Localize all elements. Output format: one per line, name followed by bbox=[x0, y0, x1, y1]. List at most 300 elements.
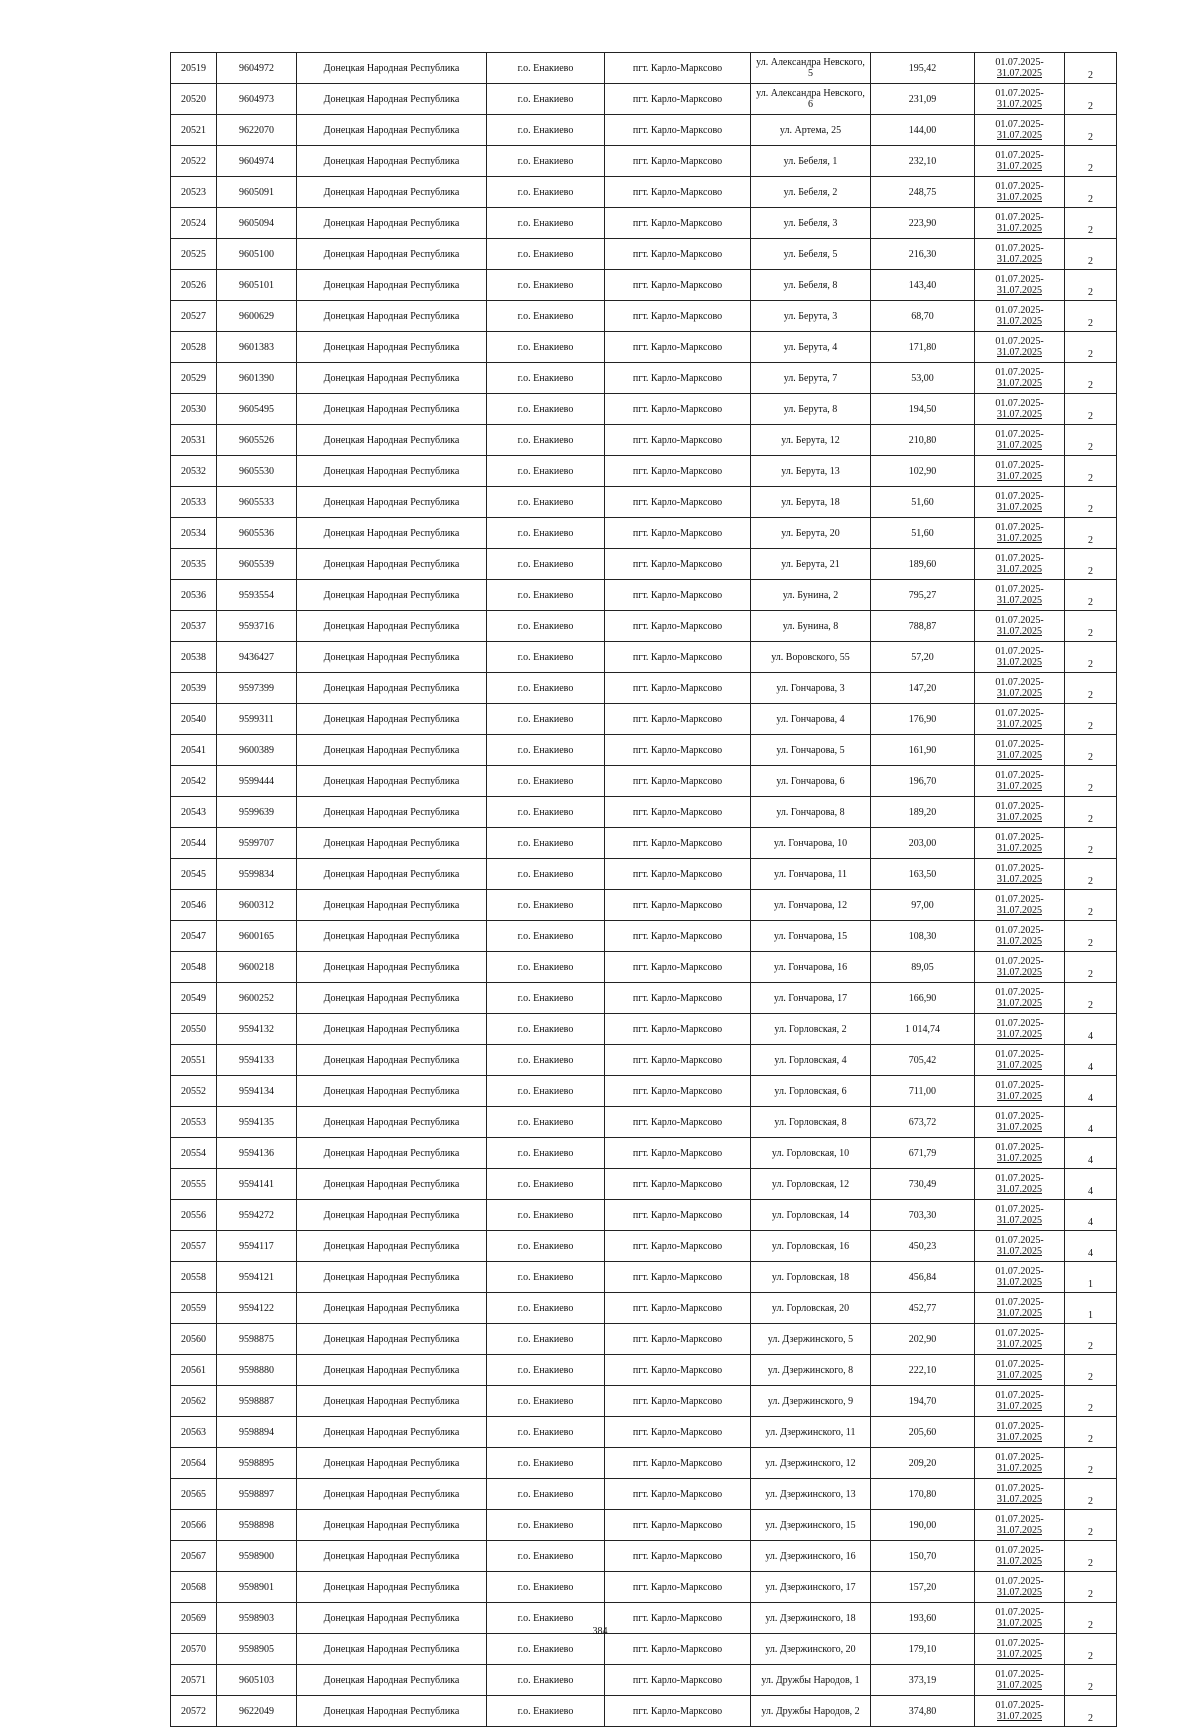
municipality-cell: г.о. Енакиево bbox=[487, 890, 605, 921]
row-number-cell: 20551 bbox=[171, 1045, 217, 1076]
settlement-cell: пгт. Карло-Марксово bbox=[605, 890, 751, 921]
object-id-cell: 9594141 bbox=[217, 1169, 297, 1200]
object-id-cell: 9594272 bbox=[217, 1200, 297, 1231]
row-number-cell: 20546 bbox=[171, 890, 217, 921]
table-row bbox=[171, 487, 1117, 518]
class-cell: 2 bbox=[1065, 270, 1117, 301]
settlement-cell: пгт. Карло-Марксово bbox=[605, 1634, 751, 1665]
object-id-cell: 9622070 bbox=[217, 115, 297, 146]
table-row bbox=[171, 1448, 1117, 1479]
region-cell: Донецкая Народная Республика bbox=[297, 301, 487, 332]
class-cell: 2 bbox=[1065, 1665, 1117, 1696]
period-end: 31.07.2025 bbox=[997, 688, 1042, 699]
class-cell: 2 bbox=[1065, 177, 1117, 208]
class-cell: 2 bbox=[1065, 363, 1117, 394]
period-start: 01.07.2025- bbox=[995, 57, 1044, 68]
period-cell bbox=[975, 1076, 1065, 1107]
object-id-cell: 9605103 bbox=[217, 1665, 297, 1696]
table-row bbox=[171, 1665, 1117, 1696]
address-cell: ул. Дзержинского, 20 bbox=[751, 1634, 871, 1665]
row-number-cell: 20540 bbox=[171, 704, 217, 735]
address-cell: ул. Берута, 18 bbox=[751, 487, 871, 518]
period-end: 31.07.2025 bbox=[997, 347, 1042, 358]
period-cell bbox=[975, 642, 1065, 673]
object-id-cell: 9598875 bbox=[217, 1324, 297, 1355]
row-number-cell: 20538 bbox=[171, 642, 217, 673]
area-cell: 223,90 bbox=[871, 208, 975, 239]
period-end: 31.07.2025 bbox=[997, 936, 1042, 947]
class-cell: 2 bbox=[1065, 1696, 1117, 1727]
municipality-cell: г.о. Енакиево bbox=[487, 1262, 605, 1293]
period-start: 01.07.2025- bbox=[995, 1266, 1044, 1277]
class-cell: 2 bbox=[1065, 1510, 1117, 1541]
municipality-cell: г.о. Енакиево bbox=[487, 1169, 605, 1200]
row-number-cell: 20553 bbox=[171, 1107, 217, 1138]
table-row bbox=[171, 177, 1117, 208]
period-cell bbox=[975, 1355, 1065, 1386]
period-end: 31.07.2025 bbox=[997, 1184, 1042, 1195]
table-row bbox=[171, 84, 1117, 115]
period-end: 31.07.2025 bbox=[997, 1587, 1042, 1598]
class-cell: 4 bbox=[1065, 1076, 1117, 1107]
period-start: 01.07.2025- bbox=[995, 584, 1044, 595]
settlement-cell: пгт. Карло-Марксово bbox=[605, 1045, 751, 1076]
settlement-cell: пгт. Карло-Марксово bbox=[605, 332, 751, 363]
settlement-cell: пгт. Карло-Марксово bbox=[605, 1386, 751, 1417]
object-id-cell: 9594122 bbox=[217, 1293, 297, 1324]
class-cell: 2 bbox=[1065, 518, 1117, 549]
municipality-cell: г.о. Енакиево bbox=[487, 1107, 605, 1138]
period-start: 01.07.2025- bbox=[995, 1700, 1044, 1711]
period-end: 31.07.2025 bbox=[997, 781, 1042, 792]
period-start: 01.07.2025- bbox=[995, 243, 1044, 254]
settlement-cell: пгт. Карло-Марксово bbox=[605, 673, 751, 704]
period-cell bbox=[975, 270, 1065, 301]
period-cell bbox=[975, 673, 1065, 704]
object-id-cell: 9600389 bbox=[217, 735, 297, 766]
row-number-cell: 20541 bbox=[171, 735, 217, 766]
table-row bbox=[171, 1231, 1117, 1262]
period-start: 01.07.2025- bbox=[995, 305, 1044, 316]
object-id-cell: 9598894 bbox=[217, 1417, 297, 1448]
class-cell: 2 bbox=[1065, 611, 1117, 642]
settlement-cell: пгт. Карло-Марксово bbox=[605, 1355, 751, 1386]
period-end: 31.07.2025 bbox=[997, 626, 1042, 637]
period-end: 31.07.2025 bbox=[997, 130, 1042, 141]
period-cell bbox=[975, 301, 1065, 332]
class-cell: 2 bbox=[1065, 208, 1117, 239]
period-cell bbox=[975, 332, 1065, 363]
area-cell: 57,20 bbox=[871, 642, 975, 673]
area-cell: 210,80 bbox=[871, 425, 975, 456]
period-cell bbox=[975, 363, 1065, 394]
settlement-cell: пгт. Карло-Марксово bbox=[605, 704, 751, 735]
row-number-cell: 20544 bbox=[171, 828, 217, 859]
object-id-cell: 9599834 bbox=[217, 859, 297, 890]
period-cell bbox=[975, 766, 1065, 797]
page-number: 384 bbox=[592, 1626, 608, 1637]
class-cell: 4 bbox=[1065, 1138, 1117, 1169]
object-id-cell: 9600218 bbox=[217, 952, 297, 983]
area-cell: 171,80 bbox=[871, 332, 975, 363]
period-start: 01.07.2025- bbox=[995, 1576, 1044, 1587]
settlement-cell: пгт. Карло-Марксово bbox=[605, 1231, 751, 1262]
region-cell: Донецкая Народная Республика bbox=[297, 146, 487, 177]
municipality-cell: г.о. Енакиево bbox=[487, 1076, 605, 1107]
address-cell: ул. Бунина, 2 bbox=[751, 580, 871, 611]
period-start: 01.07.2025- bbox=[995, 460, 1044, 471]
period-end: 31.07.2025 bbox=[997, 1029, 1042, 1040]
object-id-cell: 9604972 bbox=[217, 53, 297, 84]
region-cell: Донецкая Народная Республика bbox=[297, 1417, 487, 1448]
period-start: 01.07.2025- bbox=[995, 1297, 1044, 1308]
area-cell: 51,60 bbox=[871, 487, 975, 518]
row-number-cell: 20567 bbox=[171, 1541, 217, 1572]
period-cell bbox=[975, 146, 1065, 177]
period-end: 31.07.2025 bbox=[997, 223, 1042, 234]
table-row bbox=[171, 952, 1117, 983]
row-number-cell: 20572 bbox=[171, 1696, 217, 1727]
period-cell bbox=[975, 177, 1065, 208]
table-row bbox=[171, 735, 1117, 766]
period-start: 01.07.2025- bbox=[995, 1638, 1044, 1649]
settlement-cell: пгт. Карло-Марксово bbox=[605, 1603, 751, 1634]
municipality-cell: г.о. Енакиево bbox=[487, 53, 605, 84]
period-cell bbox=[975, 1138, 1065, 1169]
period-start: 01.07.2025- bbox=[995, 491, 1044, 502]
period-cell bbox=[975, 394, 1065, 425]
municipality-cell: г.о. Енакиево bbox=[487, 673, 605, 704]
period-start: 01.07.2025- bbox=[995, 1607, 1044, 1618]
region-cell: Донецкая Народная Республика bbox=[297, 642, 487, 673]
row-number-cell: 20548 bbox=[171, 952, 217, 983]
address-cell: ул. Горловская, 4 bbox=[751, 1045, 871, 1076]
settlement-cell: пгт. Карло-Марксово bbox=[605, 456, 751, 487]
address-cell: ул. Гончарова, 10 bbox=[751, 828, 871, 859]
settlement-cell: пгт. Карло-Марксово bbox=[605, 735, 751, 766]
region-cell: Донецкая Народная Республика bbox=[297, 797, 487, 828]
object-id-cell: 9598898 bbox=[217, 1510, 297, 1541]
class-cell: 2 bbox=[1065, 1572, 1117, 1603]
period-end: 31.07.2025 bbox=[997, 1153, 1042, 1164]
municipality-cell: г.о. Енакиево bbox=[487, 239, 605, 270]
object-id-cell: 9598887 bbox=[217, 1386, 297, 1417]
period-cell bbox=[975, 828, 1065, 859]
class-cell: 2 bbox=[1065, 952, 1117, 983]
object-id-cell: 9605101 bbox=[217, 270, 297, 301]
municipality-cell: г.о. Енакиево bbox=[487, 363, 605, 394]
class-cell: 2 bbox=[1065, 53, 1117, 84]
table-row bbox=[171, 1541, 1117, 1572]
address-cell: ул. Берута, 21 bbox=[751, 549, 871, 580]
settlement-cell: пгт. Карло-Марксово bbox=[605, 1448, 751, 1479]
object-id-cell: 9605526 bbox=[217, 425, 297, 456]
area-cell: 203,00 bbox=[871, 828, 975, 859]
area-cell: 147,20 bbox=[871, 673, 975, 704]
table-row bbox=[171, 611, 1117, 642]
address-cell: ул. Бебеля, 1 bbox=[751, 146, 871, 177]
period-start: 01.07.2025- bbox=[995, 863, 1044, 874]
period-cell bbox=[975, 1293, 1065, 1324]
class-cell: 2 bbox=[1065, 487, 1117, 518]
region-cell: Донецкая Народная Республика bbox=[297, 394, 487, 425]
object-id-cell: 9605536 bbox=[217, 518, 297, 549]
row-number-cell: 20552 bbox=[171, 1076, 217, 1107]
period-end: 31.07.2025 bbox=[997, 812, 1042, 823]
period-end: 31.07.2025 bbox=[997, 1122, 1042, 1133]
address-cell: ул. Гончарова, 8 bbox=[751, 797, 871, 828]
row-number-cell: 20559 bbox=[171, 1293, 217, 1324]
region-cell: Донецкая Народная Республика bbox=[297, 859, 487, 890]
address-cell: ул. Горловская, 14 bbox=[751, 1200, 871, 1231]
address-cell: ул. Дзержинского, 8 bbox=[751, 1355, 871, 1386]
municipality-cell: г.о. Енакиево bbox=[487, 394, 605, 425]
object-id-cell: 9599707 bbox=[217, 828, 297, 859]
class-cell: 2 bbox=[1065, 332, 1117, 363]
class-cell: 2 bbox=[1065, 1324, 1117, 1355]
period-start: 01.07.2025- bbox=[995, 739, 1044, 750]
class-cell: 2 bbox=[1065, 394, 1117, 425]
object-id-cell: 9594132 bbox=[217, 1014, 297, 1045]
row-number-cell: 20565 bbox=[171, 1479, 217, 1510]
area-cell: 144,00 bbox=[871, 115, 975, 146]
area-cell: 51,60 bbox=[871, 518, 975, 549]
table-row bbox=[171, 1417, 1117, 1448]
period-cell bbox=[975, 239, 1065, 270]
table-row bbox=[171, 208, 1117, 239]
region-cell: Донецкая Народная Республика bbox=[297, 983, 487, 1014]
settlement-cell: пгт. Карло-Марксово bbox=[605, 797, 751, 828]
region-cell: Донецкая Народная Республика bbox=[297, 1045, 487, 1076]
settlement-cell: пгт. Карло-Марксово bbox=[605, 1572, 751, 1603]
settlement-cell: пгт. Карло-Марксово bbox=[605, 394, 751, 425]
settlement-cell: пгт. Карло-Марксово bbox=[605, 301, 751, 332]
region-cell: Донецкая Народная Республика bbox=[297, 1572, 487, 1603]
municipality-cell: г.о. Енакиево bbox=[487, 921, 605, 952]
area-cell: 161,90 bbox=[871, 735, 975, 766]
period-end: 31.07.2025 bbox=[997, 1649, 1042, 1660]
settlement-cell: пгт. Карло-Марксово bbox=[605, 1696, 751, 1727]
settlement-cell: пгт. Карло-Марксово bbox=[605, 611, 751, 642]
region-cell: Донецкая Народная Республика bbox=[297, 1076, 487, 1107]
municipality-cell: г.о. Енакиево bbox=[487, 1448, 605, 1479]
period-end: 31.07.2025 bbox=[997, 657, 1042, 668]
object-id-cell: 9601390 bbox=[217, 363, 297, 394]
period-start: 01.07.2025- bbox=[995, 88, 1044, 99]
class-cell: 4 bbox=[1065, 1169, 1117, 1200]
area-cell: 673,72 bbox=[871, 1107, 975, 1138]
settlement-cell: пгт. Карло-Марксово bbox=[605, 1665, 751, 1696]
table-row bbox=[171, 673, 1117, 704]
address-cell: ул. Бебеля, 3 bbox=[751, 208, 871, 239]
period-cell bbox=[975, 1665, 1065, 1696]
class-cell: 4 bbox=[1065, 1231, 1117, 1262]
object-id-cell: 9599311 bbox=[217, 704, 297, 735]
address-cell: ул. Горловская, 8 bbox=[751, 1107, 871, 1138]
municipality-cell: г.о. Енакиево bbox=[487, 1634, 605, 1665]
row-number-cell: 20525 bbox=[171, 239, 217, 270]
address-cell: ул. Гончарова, 17 bbox=[751, 983, 871, 1014]
table-row bbox=[171, 890, 1117, 921]
area-cell: 53,00 bbox=[871, 363, 975, 394]
region-cell: Донецкая Народная Республика bbox=[297, 332, 487, 363]
period-cell bbox=[975, 1324, 1065, 1355]
area-cell: 143,40 bbox=[871, 270, 975, 301]
municipality-cell: г.о. Енакиево bbox=[487, 580, 605, 611]
table-row bbox=[171, 301, 1117, 332]
object-id-cell: 9594117 bbox=[217, 1231, 297, 1262]
region-cell: Донецкая Народная Республика bbox=[297, 177, 487, 208]
table-row bbox=[171, 921, 1117, 952]
period-cell bbox=[975, 1014, 1065, 1045]
address-cell: ул. Дзержинского, 11 bbox=[751, 1417, 871, 1448]
settlement-cell: пгт. Карло-Марксово bbox=[605, 1076, 751, 1107]
object-id-cell: 9604973 bbox=[217, 84, 297, 115]
row-number-cell: 20555 bbox=[171, 1169, 217, 1200]
period-end: 31.07.2025 bbox=[997, 1215, 1042, 1226]
address-cell: ул. Гончарова, 16 bbox=[751, 952, 871, 983]
period-end: 31.07.2025 bbox=[997, 967, 1042, 978]
area-cell: 176,90 bbox=[871, 704, 975, 735]
table-row bbox=[171, 1696, 1117, 1727]
address-cell: ул. Дзержинского, 15 bbox=[751, 1510, 871, 1541]
class-cell: 2 bbox=[1065, 1479, 1117, 1510]
municipality-cell: г.о. Енакиево bbox=[487, 766, 605, 797]
settlement-cell: пгт. Карло-Марксово bbox=[605, 1200, 751, 1231]
area-cell: 703,30 bbox=[871, 1200, 975, 1231]
period-start: 01.07.2025- bbox=[995, 1545, 1044, 1556]
municipality-cell: г.о. Енакиево bbox=[487, 952, 605, 983]
municipality-cell: г.о. Енакиево bbox=[487, 1603, 605, 1634]
class-cell: 4 bbox=[1065, 1107, 1117, 1138]
area-cell: 193,60 bbox=[871, 1603, 975, 1634]
settlement-cell: пгт. Карло-Марксово bbox=[605, 363, 751, 394]
table-row bbox=[171, 1479, 1117, 1510]
settlement-cell: пгт. Карло-Марксово bbox=[605, 518, 751, 549]
object-id-cell: 9597399 bbox=[217, 673, 297, 704]
period-cell bbox=[975, 983, 1065, 1014]
municipality-cell: г.о. Енакиево bbox=[487, 301, 605, 332]
object-id-cell: 9605530 bbox=[217, 456, 297, 487]
area-cell: 222,10 bbox=[871, 1355, 975, 1386]
period-start: 01.07.2025- bbox=[995, 646, 1044, 657]
period-cell bbox=[975, 208, 1065, 239]
address-cell: ул. Бебеля, 8 bbox=[751, 270, 871, 301]
row-number-cell: 20537 bbox=[171, 611, 217, 642]
class-cell: 4 bbox=[1065, 1014, 1117, 1045]
period-start: 01.07.2025- bbox=[995, 150, 1044, 161]
municipality-cell: г.о. Енакиево bbox=[487, 487, 605, 518]
class-cell: 4 bbox=[1065, 1045, 1117, 1076]
table-row bbox=[171, 797, 1117, 828]
row-number-cell: 20566 bbox=[171, 1510, 217, 1541]
area-cell: 179,10 bbox=[871, 1634, 975, 1665]
period-cell bbox=[975, 84, 1065, 115]
address-cell: ул. Гончарова, 5 bbox=[751, 735, 871, 766]
object-id-cell: 9605094 bbox=[217, 208, 297, 239]
period-start: 01.07.2025- bbox=[995, 119, 1044, 130]
period-end: 31.07.2025 bbox=[997, 161, 1042, 172]
period-end: 31.07.2025 bbox=[997, 316, 1042, 327]
period-cell bbox=[975, 1262, 1065, 1293]
address-cell: ул. Горловская, 12 bbox=[751, 1169, 871, 1200]
table-row bbox=[171, 766, 1117, 797]
address-cell: ул. Берута, 8 bbox=[751, 394, 871, 425]
period-cell bbox=[975, 735, 1065, 766]
table-row bbox=[171, 363, 1117, 394]
object-id-cell: 9598880 bbox=[217, 1355, 297, 1386]
period-cell bbox=[975, 1696, 1065, 1727]
class-cell: 2 bbox=[1065, 580, 1117, 611]
period-end: 31.07.2025 bbox=[997, 905, 1042, 916]
period-start: 01.07.2025- bbox=[995, 1142, 1044, 1153]
settlement-cell: пгт. Карло-Марксово bbox=[605, 1324, 751, 1355]
row-number-cell: 20571 bbox=[171, 1665, 217, 1696]
address-cell: ул. Дзержинского, 16 bbox=[751, 1541, 871, 1572]
period-end: 31.07.2025 bbox=[997, 719, 1042, 730]
class-cell: 1 bbox=[1065, 1262, 1117, 1293]
municipality-cell: г.о. Енакиево bbox=[487, 797, 605, 828]
period-end: 31.07.2025 bbox=[997, 998, 1042, 1009]
municipality-cell: г.о. Енакиево bbox=[487, 859, 605, 890]
settlement-cell: пгт. Карло-Марксово bbox=[605, 1479, 751, 1510]
class-cell: 2 bbox=[1065, 301, 1117, 332]
municipality-cell: г.о. Енакиево bbox=[487, 1510, 605, 1541]
object-id-cell: 9600165 bbox=[217, 921, 297, 952]
address-cell: ул. Берута, 13 bbox=[751, 456, 871, 487]
period-cell bbox=[975, 1634, 1065, 1665]
period-start: 01.07.2025- bbox=[995, 832, 1044, 843]
region-cell: Донецкая Народная Республика bbox=[297, 1665, 487, 1696]
region-cell: Донецкая Народная Республика bbox=[297, 456, 487, 487]
object-id-cell: 9622049 bbox=[217, 1696, 297, 1727]
address-cell: ул. Дружбы Народов, 2 bbox=[751, 1696, 871, 1727]
period-end: 31.07.2025 bbox=[997, 595, 1042, 606]
class-cell: 2 bbox=[1065, 115, 1117, 146]
class-cell: 2 bbox=[1065, 1417, 1117, 1448]
period-start: 01.07.2025- bbox=[995, 367, 1044, 378]
region-cell: Донецкая Народная Республика bbox=[297, 1169, 487, 1200]
class-cell: 2 bbox=[1065, 239, 1117, 270]
period-start: 01.07.2025- bbox=[995, 1080, 1044, 1091]
region-cell: Донецкая Народная Республика bbox=[297, 1696, 487, 1727]
region-cell: Донецкая Народная Республика bbox=[297, 580, 487, 611]
period-start: 01.07.2025- bbox=[995, 1235, 1044, 1246]
region-cell: Донецкая Народная Республика bbox=[297, 208, 487, 239]
object-id-cell: 9600252 bbox=[217, 983, 297, 1014]
period-start: 01.07.2025- bbox=[995, 1018, 1044, 1029]
region-cell: Донецкая Народная Республика bbox=[297, 952, 487, 983]
table-row bbox=[171, 1324, 1117, 1355]
municipality-cell: г.о. Енакиево bbox=[487, 177, 605, 208]
row-number-cell: 20558 bbox=[171, 1262, 217, 1293]
period-cell bbox=[975, 1448, 1065, 1479]
settlement-cell: пгт. Карло-Марксово bbox=[605, 766, 751, 797]
municipality-cell: г.о. Енакиево bbox=[487, 1138, 605, 1169]
period-end: 31.07.2025 bbox=[997, 1060, 1042, 1071]
region-cell: Донецкая Народная Республика bbox=[297, 239, 487, 270]
settlement-cell: пгт. Карло-Марксово bbox=[605, 146, 751, 177]
period-end: 31.07.2025 bbox=[997, 564, 1042, 575]
period-end: 31.07.2025 bbox=[997, 1370, 1042, 1381]
region-cell: Донецкая Народная Республика bbox=[297, 1386, 487, 1417]
region-cell: Донецкая Народная Республика bbox=[297, 425, 487, 456]
object-id-cell: 9599444 bbox=[217, 766, 297, 797]
class-cell: 2 bbox=[1065, 642, 1117, 673]
class-cell: 2 bbox=[1065, 84, 1117, 115]
period-end: 31.07.2025 bbox=[997, 254, 1042, 265]
region-cell: Донецкая Народная Республика bbox=[297, 1448, 487, 1479]
